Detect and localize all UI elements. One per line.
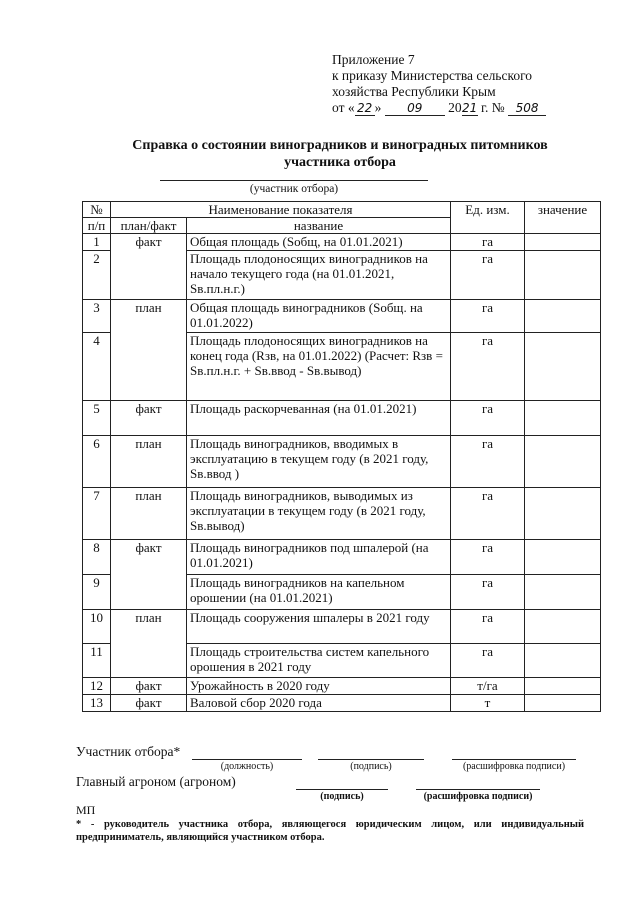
value-cell[interactable]	[525, 575, 601, 610]
table-row: 10 план Площадь сооружения шпалеры в 2021 году га	[83, 610, 601, 644]
header-num-top: №	[83, 202, 111, 218]
value-cell[interactable]	[525, 251, 601, 300]
value-cell[interactable]	[525, 300, 601, 333]
table-row: 7 план Площадь виноградников, выводимых из эксплуатации в текущем году (в 2021 году, Sв.вывод) га	[83, 488, 601, 540]
footnote: * - руководитель участника отбора, являющегося юридическим лицом, или индивидуальный предприниматель, являющийся участником отбора.	[76, 819, 584, 843]
agronomist-decoding-field[interactable]	[416, 789, 540, 790]
table-row: 11 Площадь строительства систем капельного орошения в 2021 году га	[83, 644, 601, 678]
value-cell[interactable]	[525, 695, 601, 712]
table-row: 1 факт Общая площадь (Sобщ, на 01.01.2021) га	[83, 234, 601, 251]
participant-field-line	[160, 180, 428, 181]
plan-fact-group-8-9: факт	[111, 540, 187, 610]
plan-fact-group-3-4: план	[111, 300, 187, 401]
participant-caption: (участник отбора)	[249, 183, 339, 195]
agronomist-signature-field[interactable]	[296, 789, 388, 790]
value-cell[interactable]	[525, 436, 601, 488]
stamp-place-label: МП	[76, 803, 96, 817]
table-row: 6 план Площадь виноградников, вводимых в эксплуатацию в текущем году (в 2021 году, Sв.ввод ) га	[83, 436, 601, 488]
vineyard-table	[82, 201, 601, 712]
agronomist-signature-caption: (подпись)	[320, 791, 364, 802]
order-year-suffix: 21	[461, 101, 478, 115]
value-cell[interactable]	[525, 488, 601, 540]
participant-label: Участник отбора*	[76, 744, 181, 759]
position-caption: (должность)	[220, 761, 274, 772]
plan-fact-group-10-11: план	[111, 610, 187, 678]
table-row: 13 факт Валовой сбор 2020 года т	[83, 695, 601, 712]
agronomist-label: Главный агроном (агроном)	[76, 774, 236, 789]
value-cell[interactable]	[525, 234, 601, 251]
document-title: Справка о состоянии виноградников и виноградных питомников участника отбора	[132, 138, 548, 170]
value-cell[interactable]	[525, 644, 601, 678]
order-day: 22	[355, 101, 375, 116]
table-row: 2 Площадь плодоносящих виноградников на начало текущего года (на 01.01.2021, Sв.пл.н.г.) га	[83, 251, 601, 300]
table-row: 4 Площадь плодоносящих виноградников на конец года (Rзв, на 01.01.2022) (Расчет: Rзв = Sв.пл.н.г. + Sв.ввод - Sв.вывод) га	[83, 333, 601, 401]
header-name: название	[187, 218, 451, 234]
appendix-block	[332, 52, 546, 116]
table-row: 9 Площадь виноградников на капельном орошении (на 01.01.2021) га	[83, 575, 601, 610]
header-value: значение	[525, 202, 601, 234]
header-indicator-name: Наименование показателя	[111, 202, 451, 218]
header-unit: Ед. изм.	[451, 202, 525, 234]
appendix-line-2: к приказу Министерства сельского	[332, 68, 533, 83]
value-cell[interactable]	[525, 333, 601, 401]
table-row: 8 факт Площадь виноградников под шпалерой (на 01.01.2021) га	[83, 540, 601, 575]
appendix-line-1: Приложение 7	[332, 52, 415, 67]
appendix-date-line: от « 22 » 09 2021 г. № 508	[332, 100, 546, 116]
appendix-line-3: хозяйства Республики Крым	[332, 84, 496, 99]
table-row: 3 план Общая площадь виноградников (Sобщ. на 01.01.2022) га	[83, 300, 601, 333]
table-row: 5 факт Площадь раскорчеванная (на 01.01.2021) га	[83, 401, 601, 436]
position-field[interactable]	[192, 759, 302, 760]
signature-field[interactable]	[318, 759, 424, 760]
signature-caption: (подпись)	[350, 761, 392, 772]
value-cell[interactable]	[525, 401, 601, 436]
agronomist-decoding-caption: (расшифровка подписи)	[423, 791, 533, 802]
value-cell[interactable]	[525, 610, 601, 644]
value-cell[interactable]	[525, 540, 601, 575]
order-month: 09	[385, 101, 445, 116]
value-cell[interactable]	[525, 678, 601, 695]
decoding-caption: (расшифровка подписи)	[462, 761, 566, 772]
table-row: 12 факт Урожайность в 2020 году т/га	[83, 678, 601, 695]
order-number: 508	[508, 101, 546, 116]
decoding-field[interactable]	[452, 759, 576, 760]
plan-fact-group-1-2: факт	[111, 234, 187, 300]
header-num-bottom: п/п	[83, 218, 111, 234]
header-plan-fact: план/факт	[111, 218, 187, 234]
